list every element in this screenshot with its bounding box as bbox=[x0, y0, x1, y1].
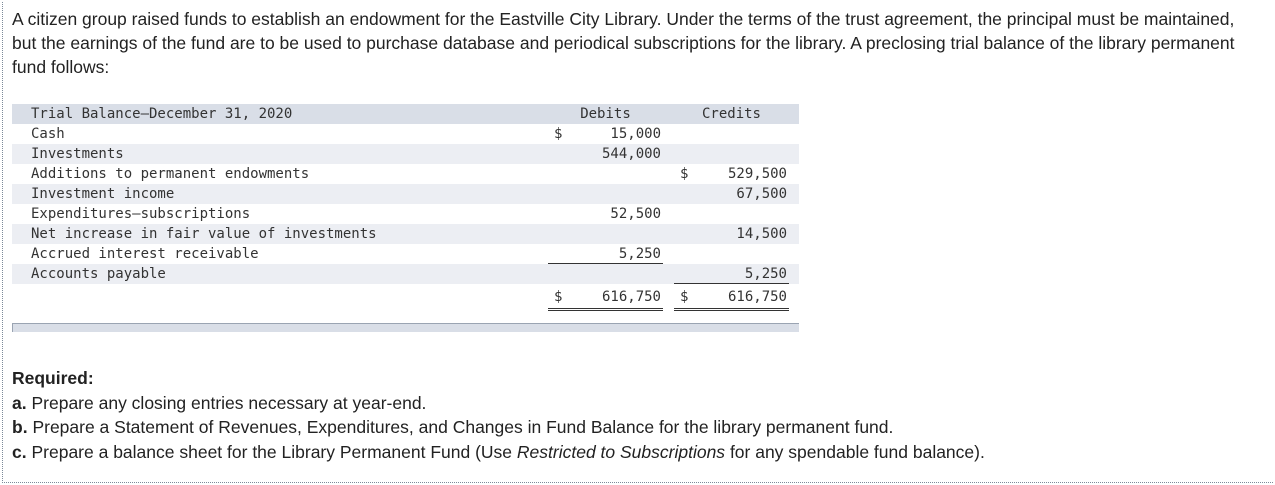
account-label: Additions to permanent endowments bbox=[31, 166, 310, 182]
account-label: Cash bbox=[31, 126, 65, 142]
total-debit: 616,750 bbox=[601, 289, 661, 305]
credits-header: Credits bbox=[701, 106, 761, 122]
account-label: Accrued interest receivable bbox=[31, 246, 259, 262]
debit-amount: 52,500 bbox=[610, 206, 661, 222]
account-label: Expenditures—subscriptions bbox=[31, 206, 251, 222]
intro-paragraph: A citizen group raised funds to establish an endowment for the Eastville City Library. Under the terms of the trust agreement, the principal must be maintained, but the earnings of the fund are to be used to purchase database and periodical subscriptions for the library. A preclosing trial balance of the library permanent fund follows: bbox=[12, 9, 1235, 77]
table-row bbox=[12, 244, 799, 264]
credit-amount: 67,500 bbox=[736, 186, 787, 202]
required-heading: Required: bbox=[12, 368, 94, 388]
table-row bbox=[12, 184, 799, 204]
required-item-a: a. Prepare any closing entries necessary at year-end. bbox=[12, 392, 427, 413]
table-row bbox=[12, 224, 799, 244]
trial-balance-table bbox=[12, 104, 799, 312]
credit-currency: $ bbox=[680, 166, 689, 182]
table-title: Trial Balance—December 31, 2020 bbox=[31, 106, 293, 122]
table-row bbox=[12, 164, 799, 184]
credit-amount: 14,500 bbox=[736, 226, 787, 242]
total-debit-currency: $ bbox=[554, 289, 563, 305]
required-item-c: c. Prepare a balance sheet for the Library Permanent Fund (Use Restricted to Subscriptions for any spendable fund balance). bbox=[12, 441, 985, 462]
table-row bbox=[12, 264, 799, 284]
table-bottom-bar bbox=[12, 323, 799, 332]
total-row bbox=[12, 284, 799, 312]
credit-amount: 529,500 bbox=[727, 166, 787, 182]
debit-currency: $ bbox=[554, 126, 563, 142]
total-credit-currency: $ bbox=[680, 289, 689, 305]
table-row bbox=[12, 204, 799, 224]
debit-amount: 544,000 bbox=[601, 146, 661, 162]
debit-amount: 15,000 bbox=[610, 126, 661, 142]
account-label: Net increase in fair value of investments bbox=[31, 226, 377, 242]
total-credit: 616,750 bbox=[727, 289, 787, 305]
account-label: Investments bbox=[31, 146, 124, 162]
debits-header: Debits bbox=[580, 106, 631, 122]
table-row bbox=[12, 124, 799, 144]
required-section bbox=[12, 366, 1262, 464]
credit-amount: 5,250 bbox=[744, 266, 787, 282]
account-label: Investment income bbox=[31, 186, 175, 202]
required-item-b: b. Prepare a Statement of Revenues, Expenditures, and Changes in Fund Balance for the library permanent fund. bbox=[12, 417, 894, 437]
table-header-row bbox=[12, 104, 799, 124]
table-row bbox=[12, 144, 799, 164]
account-label: Accounts payable bbox=[31, 266, 166, 282]
debit-amount: 5,250 bbox=[618, 246, 661, 262]
